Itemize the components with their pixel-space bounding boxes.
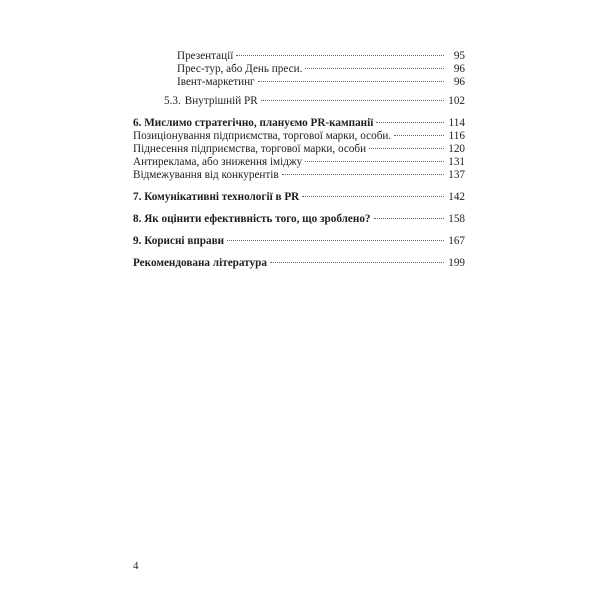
toc-entry-page: 96 [453, 63, 465, 75]
toc-entry-page: 102 [448, 95, 465, 107]
toc-entry-internal-pr [133, 95, 465, 108]
toc-entry-page: 95 [453, 50, 465, 62]
dot-leader [376, 122, 444, 123]
dot-leader [236, 55, 444, 56]
toc-entry-page: 137 [448, 169, 465, 181]
toc-chapter-7 [133, 191, 465, 204]
toc-chapter-9 [133, 235, 465, 248]
toc-entry-competitors [133, 169, 465, 182]
toc-entry-event-marketing [133, 76, 465, 89]
dot-leader [258, 81, 444, 82]
dot-leader [270, 262, 444, 263]
toc-entry-title: Позиціонування підприємства, торгової марки, особи. [133, 130, 392, 142]
dot-leader [369, 148, 444, 149]
toc-entry-title: Івент-маркетинг [177, 76, 255, 88]
page-number: 4 [133, 560, 139, 572]
toc-entry-title: Антиреклама, або зниження іміджу [133, 156, 303, 168]
table-of-contents [133, 50, 465, 270]
toc-entry-title: Презентації [177, 50, 234, 62]
toc-entry-press-tour [133, 63, 465, 76]
toc-entry-title: Внутрішній PR [184, 95, 258, 107]
toc-chapter-title: Рекомендована література [133, 257, 267, 269]
toc-entry-page: 114 [448, 117, 465, 129]
spacer [133, 204, 465, 213]
toc-chapter-title: 7. Комунікативні технології в PR [133, 191, 300, 203]
toc-entry-number: 5.3. [164, 95, 181, 107]
toc-entry-page: 131 [448, 156, 465, 168]
toc-entry-page: 158 [448, 213, 465, 225]
dot-leader [227, 240, 444, 241]
toc-entry-page: 116 [448, 130, 465, 142]
toc-chapter-6 [133, 117, 465, 130]
spacer [133, 226, 465, 235]
toc-entry-promotion [133, 143, 465, 156]
dot-leader [302, 196, 444, 197]
toc-entry-page: 199 [448, 257, 465, 269]
toc-entry-anti-advertising [133, 156, 465, 169]
toc-entry-positioning [133, 130, 465, 143]
toc-chapter-title: 6. Мислимо стратегічно, плануємо PR-кампанії [133, 117, 374, 129]
spacer [133, 182, 465, 191]
dot-leader [261, 100, 444, 101]
dot-leader [394, 135, 444, 136]
dot-leader [305, 68, 444, 69]
toc-entry-title: Відмежування від конкурентів [133, 169, 279, 181]
dot-leader [282, 174, 444, 175]
spacer [133, 248, 465, 257]
dot-leader [374, 218, 444, 219]
toc-chapter-references [133, 257, 465, 270]
toc-chapter-title: 8. Як оцінити ефективність того, що зроблено? [133, 213, 371, 225]
toc-entry-presentations [133, 50, 465, 63]
dot-leader [305, 161, 444, 162]
toc-chapter-title: 9. Корисні вправи [133, 235, 225, 247]
spacer [133, 108, 465, 117]
toc-entry-title: Піднесення підприємства, торгової марки, особи [133, 143, 367, 155]
toc-entry-page: 120 [448, 143, 465, 155]
toc-entry-page: 167 [448, 235, 465, 247]
toc-entry-title: Прес-тур, або День преси. [177, 63, 303, 75]
toc-entry-page: 142 [448, 191, 465, 203]
toc-entry-page: 96 [453, 76, 465, 88]
toc-chapter-8 [133, 213, 465, 226]
